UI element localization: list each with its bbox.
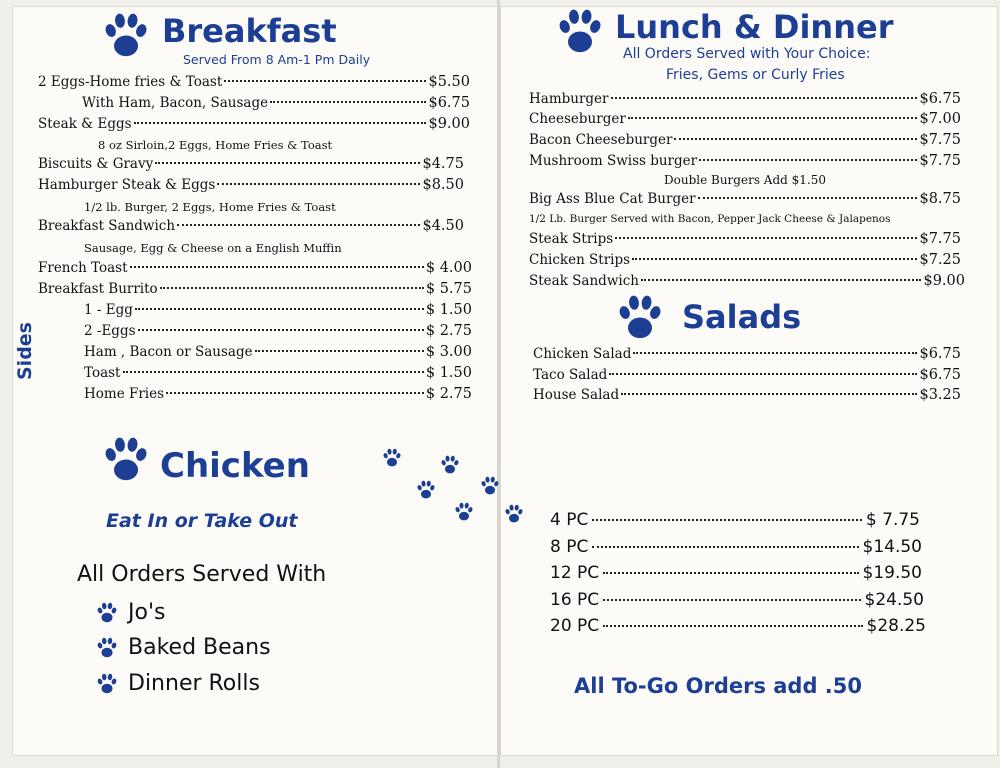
paw-print-icon xyxy=(96,637,118,659)
paw-print-icon xyxy=(104,12,148,60)
menu-item: Mushroom Swiss burger $7.75 xyxy=(529,153,961,169)
paw-print-icon xyxy=(618,294,662,342)
menu-item: Cheeseburger $7.00 xyxy=(529,111,961,127)
item-description: Double Burgers Add $1.50 xyxy=(664,173,826,187)
breakfast-subtitle: Served From 8 Am-1 Pm Daily xyxy=(183,52,371,67)
paw-print-icon xyxy=(96,673,118,695)
salads-title: Salads xyxy=(682,298,802,336)
menu-item: Hamburger $6.75 xyxy=(529,91,961,107)
menu-item: House Salad $3.25 xyxy=(533,387,961,403)
chicken-piece-item: 20 PC $28.25 xyxy=(550,616,926,636)
chicken-subtitle: Eat In or Take Out xyxy=(106,510,298,532)
list-item: Baked Beans xyxy=(96,635,271,660)
side-item: 2 -Eggs $ 2.75 xyxy=(84,323,472,339)
item-description: 1/2 Lb. Burger Served with Bacon, Pepper Jack Cheese & Jalapenos xyxy=(529,213,891,225)
paw-print-icon xyxy=(440,455,460,475)
list-item: Jo's xyxy=(96,600,165,625)
side-item: Home Fries $ 2.75 xyxy=(84,386,472,402)
menu-item: Breakfast Burrito $ 5.75 xyxy=(38,281,472,297)
menu-item: Hamburger Steak & Eggs $8.50 xyxy=(38,177,464,193)
chicken-piece-item: 12 PC $19.50 xyxy=(550,563,922,583)
side-item: 1 - Egg $ 1.50 xyxy=(84,302,472,318)
paw-print-icon xyxy=(558,8,602,56)
sides-label: Sides xyxy=(14,322,36,380)
menu-item: 2 Eggs-Home fries & Toast $5.50 xyxy=(38,74,470,90)
center-fold xyxy=(497,0,500,768)
chicken-piece-item: 8 PC $14.50 xyxy=(550,537,922,557)
item-description: Sausage, Egg & Cheese on a English Muffin xyxy=(84,241,342,255)
lunch-subtitle: All Orders Served with Your Choice: xyxy=(623,46,871,62)
menu-item: Chicken Salad $6.75 xyxy=(533,346,961,362)
lunch-choice: Fries, Gems or Curly Fries xyxy=(666,67,845,83)
togo-note: All To-Go Orders add .50 xyxy=(574,674,863,698)
menu-item: French Toast $ 4.00 xyxy=(38,260,472,276)
paw-print-icon xyxy=(454,502,474,522)
paw-print-icon xyxy=(504,504,524,524)
paw-print-icon xyxy=(104,436,148,484)
menu-item: Steak & Eggs $9.00 xyxy=(38,116,470,132)
item-description: 1/2 lb. Burger, 2 Eggs, Home Fries & Toast xyxy=(84,200,336,214)
menu-item: Bacon Cheeseburger $7.75 xyxy=(529,132,961,148)
menu-item: Big Ass Blue Cat Burger $8.75 xyxy=(529,191,961,207)
paw-print-icon xyxy=(96,602,118,624)
side-item: Ham , Bacon or Sausage $ 3.00 xyxy=(84,344,472,360)
menu-item: Biscuits & Gravy $4.75 xyxy=(38,156,464,172)
paw-print-icon xyxy=(480,476,500,496)
menu-item: Steak Sandwich $9.00 xyxy=(529,273,965,289)
menu-item: Breakfast Sandwich $4.50 xyxy=(38,218,464,234)
chicken-title: Chicken xyxy=(160,446,310,486)
menu-item: With Ham, Bacon, Sausage $6.75 xyxy=(82,95,470,111)
lunch-title: Lunch & Dinner xyxy=(615,8,894,46)
side-item: Toast $ 1.50 xyxy=(84,365,472,381)
breakfast-title: Breakfast xyxy=(162,12,337,50)
menu-item: Taco Salad $6.75 xyxy=(533,367,961,383)
chicken-piece-item: 16 PC $24.50 xyxy=(550,590,924,610)
list-item: Dinner Rolls xyxy=(96,671,260,696)
item-description: 8 oz Sirloin,2 Eggs, Home Fries & Toast xyxy=(98,138,333,152)
paw-print-icon xyxy=(416,480,436,500)
served-with-heading: All Orders Served With xyxy=(77,562,327,587)
paw-print-icon xyxy=(382,448,402,468)
chicken-piece-item: 4 PC $ 7.75 xyxy=(550,510,920,530)
menu-item: Steak Strips $7.75 xyxy=(529,231,961,247)
menu-item: Chicken Strips $7.25 xyxy=(529,252,961,268)
